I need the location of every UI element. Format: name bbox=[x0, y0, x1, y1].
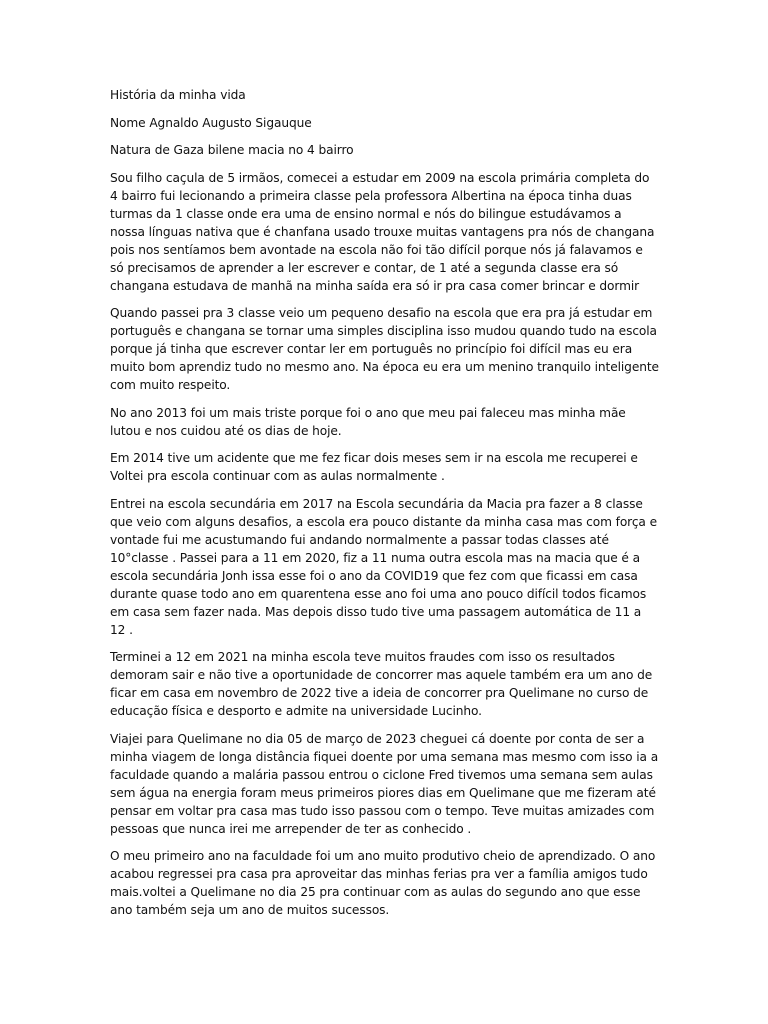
paragraph-2021: Terminei a 12 em 2021 na minha escola teve muitos fraudes com isso os resultados demoram sair e não tive a oportunidade de concorrer mas aquele também era um ano de ficar em casa em novembro de 2022 tive a ideia de concorrer pra Quelimane no curso de educação física e desporto e admite na universidade Lucinho. bbox=[110, 650, 653, 718]
paragraph-third-class: Quando passei pra 3 classe veio um pequeno desafio na escola que era pra já estudar em português e changana se tornar uma simples disciplina isso mudou quando tudo na escola porque já tinha que escrever contar ler em português no princípio foi difícil mas eu era muito bom aprendiz tudo no mesmo ano. Na época eu era um menino tranquilo inteligente com muito respeito. bbox=[110, 306, 659, 392]
birthplace-line: Natura de Gaza bilene macia no 4 bairro bbox=[110, 143, 354, 157]
paragraph-first-year: O meu primeiro ano na faculdade foi um ano muito produtivo cheio de aprendizado. O ano acabou regressei pra casa pra aproveitar das minhas ferias pra ver a família amigos tudo mais.voltei a Quelimane no dia 25 pra continuar com as aulas do segundo ano que esse ano também seja um ano de muitos sucessos. bbox=[110, 849, 656, 917]
author-name-line: Nome Agnaldo Augusto Sigauque bbox=[110, 115, 312, 130]
document-title: História da minha vida bbox=[110, 88, 246, 102]
paragraph-childhood: Sou filho caçula de 5 irmãos, comecei a estudar em 2009 na escola primária completa do 4 bairro fui lecionando a primeira classe pela professora Albertina na época tinha duas turmas da 1 classe onde era uma de ensino normal e nós do bilingue estudávamos a nossa línguas nativa que é chanfana usado trouxe muitas vantagens pra nós de changana pois nos sentíamos bem avontade na escola não foi tão difícil porque nós já falavamos e só precisamos de aprender a ler escrever e contar, de 1 até a segunda classe era só changana estudava de manhã na minha saída era só ir pra casa comer brincar e dormir bbox=[110, 170, 655, 293]
paragraph-2014: Em 2014 tive um acidente que me fez ficar dois meses sem ir na escola me recuperei e Voltei pra escola continuar com as aulas normalmente . bbox=[110, 451, 638, 483]
document-body bbox=[110, 86, 660, 929]
paragraph-secondary-school: Entrei na escola secundária em 2017 na Escola secundária da Macia pra fazer a 8 classe que veio com alguns desafios, a escola era pouco distante da minha casa mas com força e vontade fui me acustumando fui andando normalmente a passar todas classes até 10°classe . Passei para a 11 em 2020, fiz a 11 numa outra escola mas na macia que é a escola secundária Jonh issa esse foi o ano da COVID19 que fez com que ficassi em casa durante quase todo ano em quarentena esse ano foi uma ano pouco difícil todos ficamos em casa sem fazer nada. Mas depois disso tudo tive uma passagem automática de 11 a 12 . bbox=[110, 496, 657, 637]
paragraph-2013: No ano 2013 foi um mais triste porque foi o ano que meu pai faleceu mas minha mãe lutou e nos cuidou até os dias de hoje. bbox=[110, 405, 626, 438]
paragraph-quelimane: Viajei para Quelimane no dia 05 de março de 2023 cheguei cá doente por conta de ser a minha viagem de longa distância fiquei doente por uma semana mas mesmo com isso ia a faculdade quando a malária passou entrou o ciclone Fred tivemos uma semana sem aulas sem água na energia foram meus primeiros piores dias em Quelimane que me fizeram até pensar em voltar pra casa mas tudo isso passou com o tempo. Teve muitas amizades com pessoas que nunca irei me arrepender de ter as conhecido . bbox=[110, 731, 659, 836]
